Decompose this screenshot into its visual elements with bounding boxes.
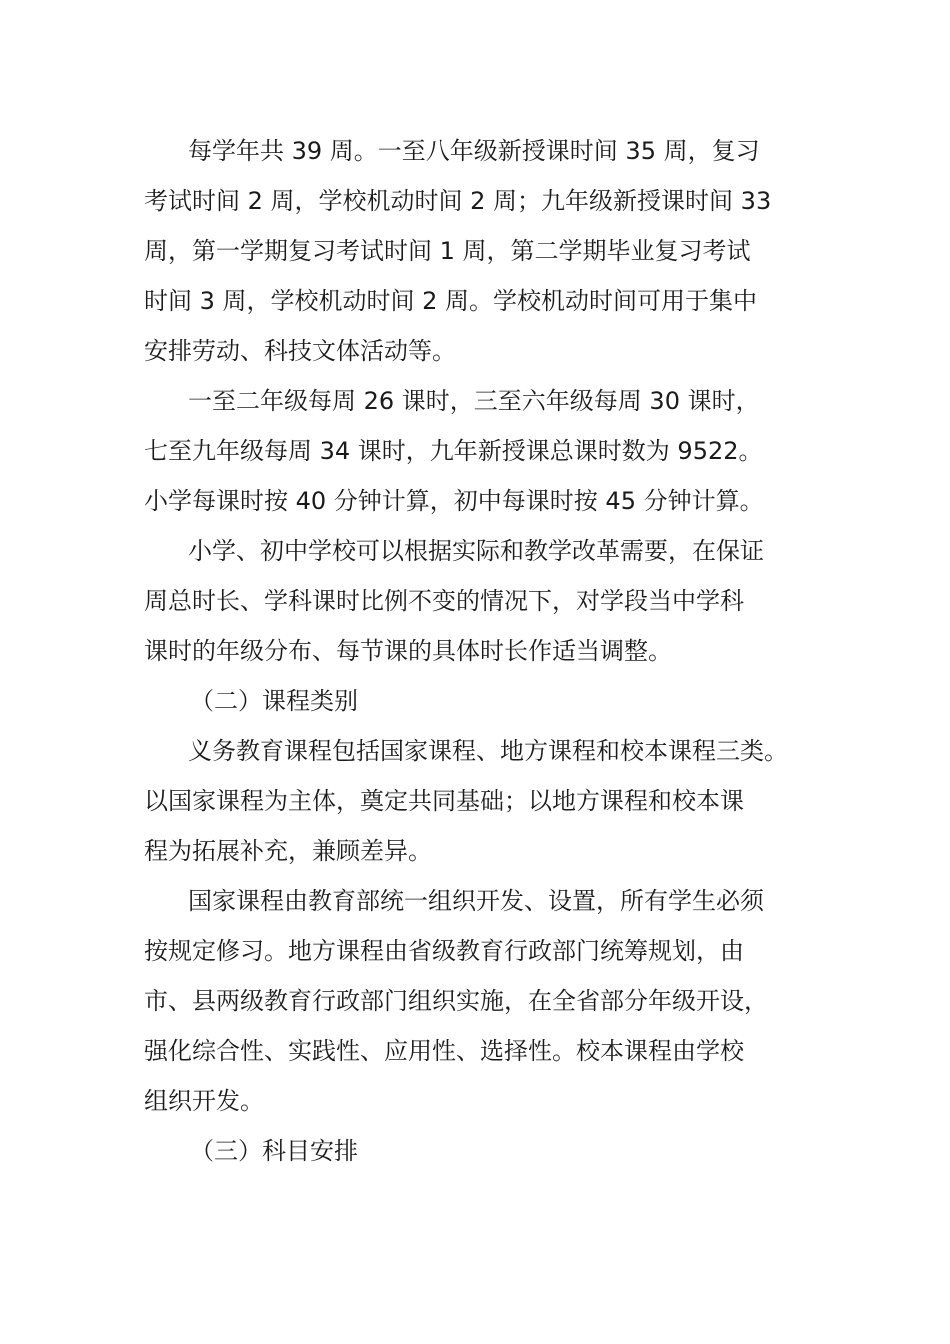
paragraph-adjustment bbox=[144, 526, 816, 676]
text-line: 时间 3 周，学校机动时间 2 周。学校机动时间可用于集中 bbox=[144, 287, 758, 315]
text-line: 小学每课时按 40 分钟计算，初中每课时按 45 分钟计算。 bbox=[144, 487, 764, 515]
text-line: 强化综合性、实践性、应用性、选择性。校本课程由学校 bbox=[144, 1037, 744, 1065]
paragraph-school-weeks bbox=[144, 126, 816, 376]
text-line: 市、县两级教育行政部门组织实施，在全省部分年级开设， bbox=[144, 987, 768, 1015]
text-line: 一至二年级每周 26 课时，三至六年级每周 30 课时， bbox=[188, 387, 760, 415]
paragraph-weekly-hours bbox=[144, 376, 816, 526]
section-heading: （二）课程类别 bbox=[190, 687, 358, 715]
text-line: 周，第一学期复习考试时间 1 周，第二学期毕业复习考试 bbox=[144, 237, 751, 265]
section-heading-subject-arrangement bbox=[144, 1126, 816, 1176]
text-line: 以国家课程为主体，奠定共同基础；以地方课程和校本课 bbox=[144, 787, 744, 815]
text-line: 考试时间 2 周，学校机动时间 2 周；九年级新授课时间 33 bbox=[144, 187, 772, 215]
text-line: 程为拓展补充，兼顾差异。 bbox=[144, 837, 432, 865]
text-line: 小学、初中学校可以根据实际和教学改革需要，在保证 bbox=[188, 537, 764, 565]
text-line: 组织开发。 bbox=[144, 1087, 264, 1115]
text-line: 义务教育课程包括国家课程、地方课程和校本课程三类。 bbox=[188, 737, 788, 765]
document-body bbox=[144, 126, 816, 1176]
paragraph-course-types bbox=[144, 726, 816, 876]
text-line: 七至九年级每周 34 课时，九年新授课总课时数为 9522。 bbox=[144, 437, 763, 465]
text-line: 按规定修习。地方课程由省级教育行政部门统筹规划，由 bbox=[144, 937, 744, 965]
section-heading: （三）科目安排 bbox=[190, 1137, 358, 1165]
text-line: 安排劳动、科技文体活动等。 bbox=[144, 337, 456, 365]
text-line: 课时的年级分布、每节课的具体时长作适当调整。 bbox=[144, 637, 672, 665]
text-line: 周总时长、学科课时比例不变的情况下，对学段当中学科 bbox=[144, 587, 744, 615]
section-heading-course-categories bbox=[144, 676, 816, 726]
text-line: 国家课程由教育部统一组织开发、设置，所有学生必须 bbox=[188, 887, 764, 915]
paragraph-national-courses bbox=[144, 876, 816, 1126]
text-line: 每学年共 39 周。一至八年级新授课时间 35 周，复习 bbox=[188, 137, 760, 165]
